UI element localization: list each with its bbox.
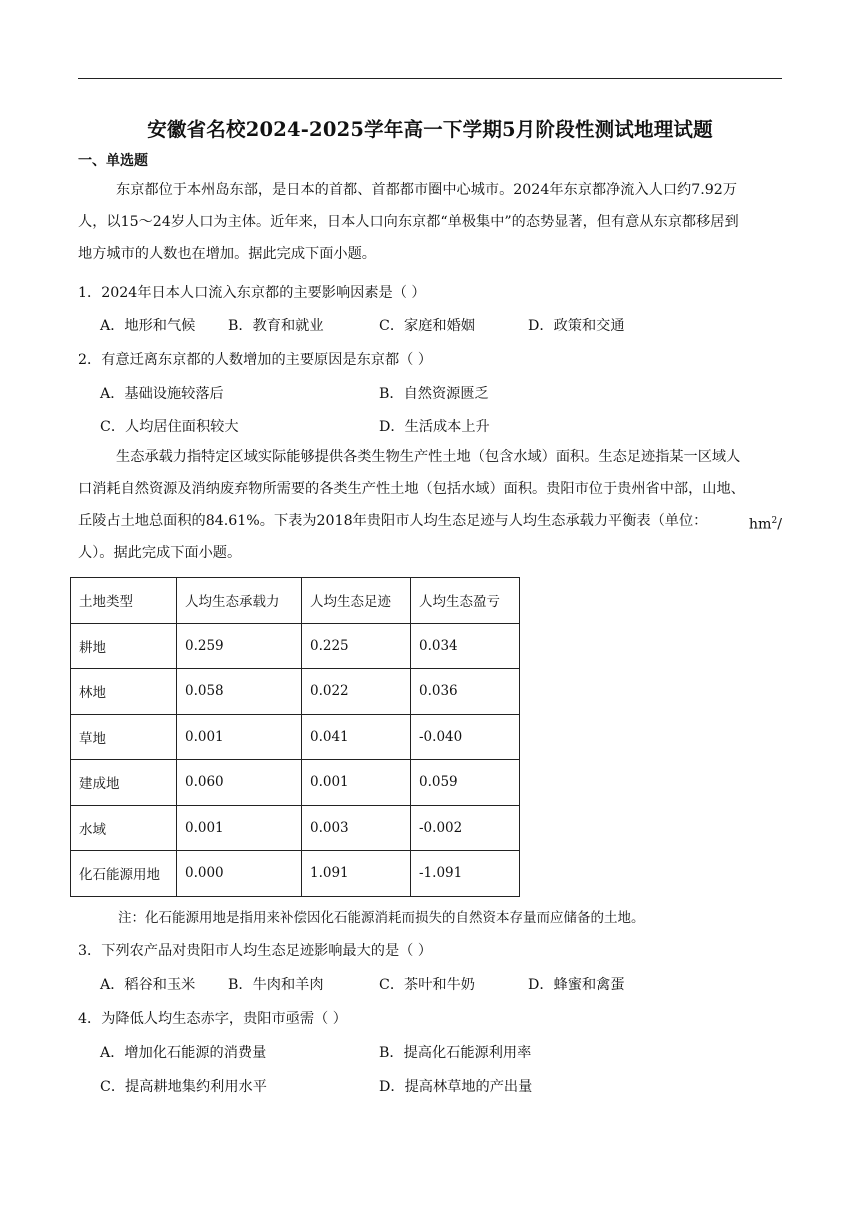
table-cell: 建成地 [71, 760, 177, 806]
table-cell: 0.059 [411, 760, 520, 806]
table-cell: 0.060 [177, 760, 302, 806]
q2-option-d: D．生活成本上升 [379, 419, 490, 435]
q3-option-d: D．蜂蜜和禽蛋 [528, 977, 625, 993]
table-cell: -1.091 [411, 851, 520, 897]
q3-option-b: B．牛肉和羊肉 [228, 977, 324, 993]
table-cell: 0.259 [177, 623, 302, 669]
q2-option-c: C．人均居住面积较大 [100, 419, 239, 435]
passage-1-line: 地方城市的人数也在增加。据此完成下面小题。 [78, 246, 376, 262]
passage-2-line: 口消耗自然资源及消纳废弃物所需要的各类生产性土地（包括水域）面积。贵阳市位于贵州省中部，山地、 [78, 481, 745, 497]
table-cell: 0.225 [302, 623, 411, 669]
table-cell: 0.003 [302, 805, 411, 851]
question-3-stem: 3．下列农产品对贵阳市人均生态足迹影响最大的是（ ） [78, 943, 433, 959]
passage-2-line: 丘陵占土地总面积的84.61%。下表为2018年贵阳市人均生态足迹与人均生态承载力平衡表（单位： $hm^2/$ [78, 513, 782, 533]
passage-2-line: 人）。据此完成下面小题。 [78, 545, 242, 561]
table-header-cell: 土地类型 [71, 578, 177, 624]
table-row [71, 760, 520, 806]
table-row [71, 623, 520, 669]
passage-1-line: 东京都位于本州岛东部，是日本的首都、首都都市圈中心城市。2024年东京都净流入人口约7.92万 [116, 182, 738, 198]
q2-option-b: B．自然资源匮乏 [379, 386, 489, 402]
table-cell: -0.040 [411, 714, 520, 760]
q2-option-a: A．基础设施较落后 [100, 386, 224, 402]
table-cell: 林地 [71, 669, 177, 715]
q1-option-d: D．政策和交通 [528, 318, 625, 334]
table-cell: 化石能源用地 [71, 851, 177, 897]
passage-2 [78, 441, 782, 569]
table-cell: 水域 [71, 805, 177, 851]
table-header-row [71, 578, 520, 624]
question-2-stem: 2．有意迁离东京都的人数增加的主要原因是东京都（ ） [78, 352, 433, 368]
table-cell: -0.002 [411, 805, 520, 851]
table-row [71, 714, 520, 760]
ecological-balance-table [70, 577, 520, 897]
table-row [71, 805, 520, 851]
passage-1-line: 人，以15～24岁人口为主体。近年来，日本人口向东京都“单极集中”的态势显著，但有意从东京都移居到 [78, 214, 739, 230]
table-cell: 0.058 [177, 669, 302, 715]
table-cell: 草地 [71, 714, 177, 760]
page-title: 安徽省名校2024-2025学年高一下学期5月阶段性测试地理试题 [147, 118, 713, 141]
q4-option-c: C．提高耕地集约利用水平 [100, 1079, 267, 1095]
table-note: 注：化石能源用地是指用来补偿因化石能源消耗而损失的自然资本存量而应储备的土地。 [118, 910, 645, 926]
q4-option-b: B．提高化石能源利用率 [379, 1045, 532, 1061]
question-4-stem: 4．为降低人均生态赤字，贵阳市亟需（ ） [78, 1011, 347, 1027]
table-cell: 0.041 [302, 714, 411, 760]
q1-option-c: C．家庭和婚姻 [379, 318, 475, 334]
table-cell: 0.022 [302, 669, 411, 715]
q4-option-a: A．增加化石能源的消费量 [100, 1045, 267, 1061]
table-cell: 0.034 [411, 623, 520, 669]
q3-option-a: A．稻谷和玉米 [100, 977, 196, 993]
table-cell: 0.036 [411, 669, 520, 715]
table-header-cell: 人均生态足迹 [302, 578, 411, 624]
table-cell: 0.000 [177, 851, 302, 897]
table-header-cell: 人均生态盈亏 [411, 578, 520, 624]
header-rule [78, 78, 782, 79]
q1-option-b: B．教育和就业 [228, 318, 324, 334]
table-cell: 0.001 [177, 805, 302, 851]
passage-1 [78, 174, 782, 270]
passage-2-line: 生态承载力指特定区域实际能够提供各类生物生产性土地（包含水域）面积。生态足迹指某一区域人 [116, 449, 741, 465]
q4-option-d: D．提高林草地的产出量 [379, 1079, 533, 1095]
section-heading: 一、单选题 [78, 153, 148, 169]
table-cell: 耕地 [71, 623, 177, 669]
unit-text: hm [748, 516, 772, 533]
table-cell: 1.091 [302, 851, 411, 897]
table-cell: 0.001 [177, 714, 302, 760]
q3-option-c: C．茶叶和牛奶 [379, 977, 475, 993]
q1-option-a: A．地形和气候 [100, 318, 196, 334]
table-row [71, 851, 520, 897]
table-cell: 0.001 [302, 760, 411, 806]
question-1-stem: 1．2024年日本人口流入东京都的主要影响因素是（ ） [78, 285, 426, 301]
table-header-cell: 人均生态承载力 [177, 578, 302, 624]
table-row [71, 669, 520, 715]
